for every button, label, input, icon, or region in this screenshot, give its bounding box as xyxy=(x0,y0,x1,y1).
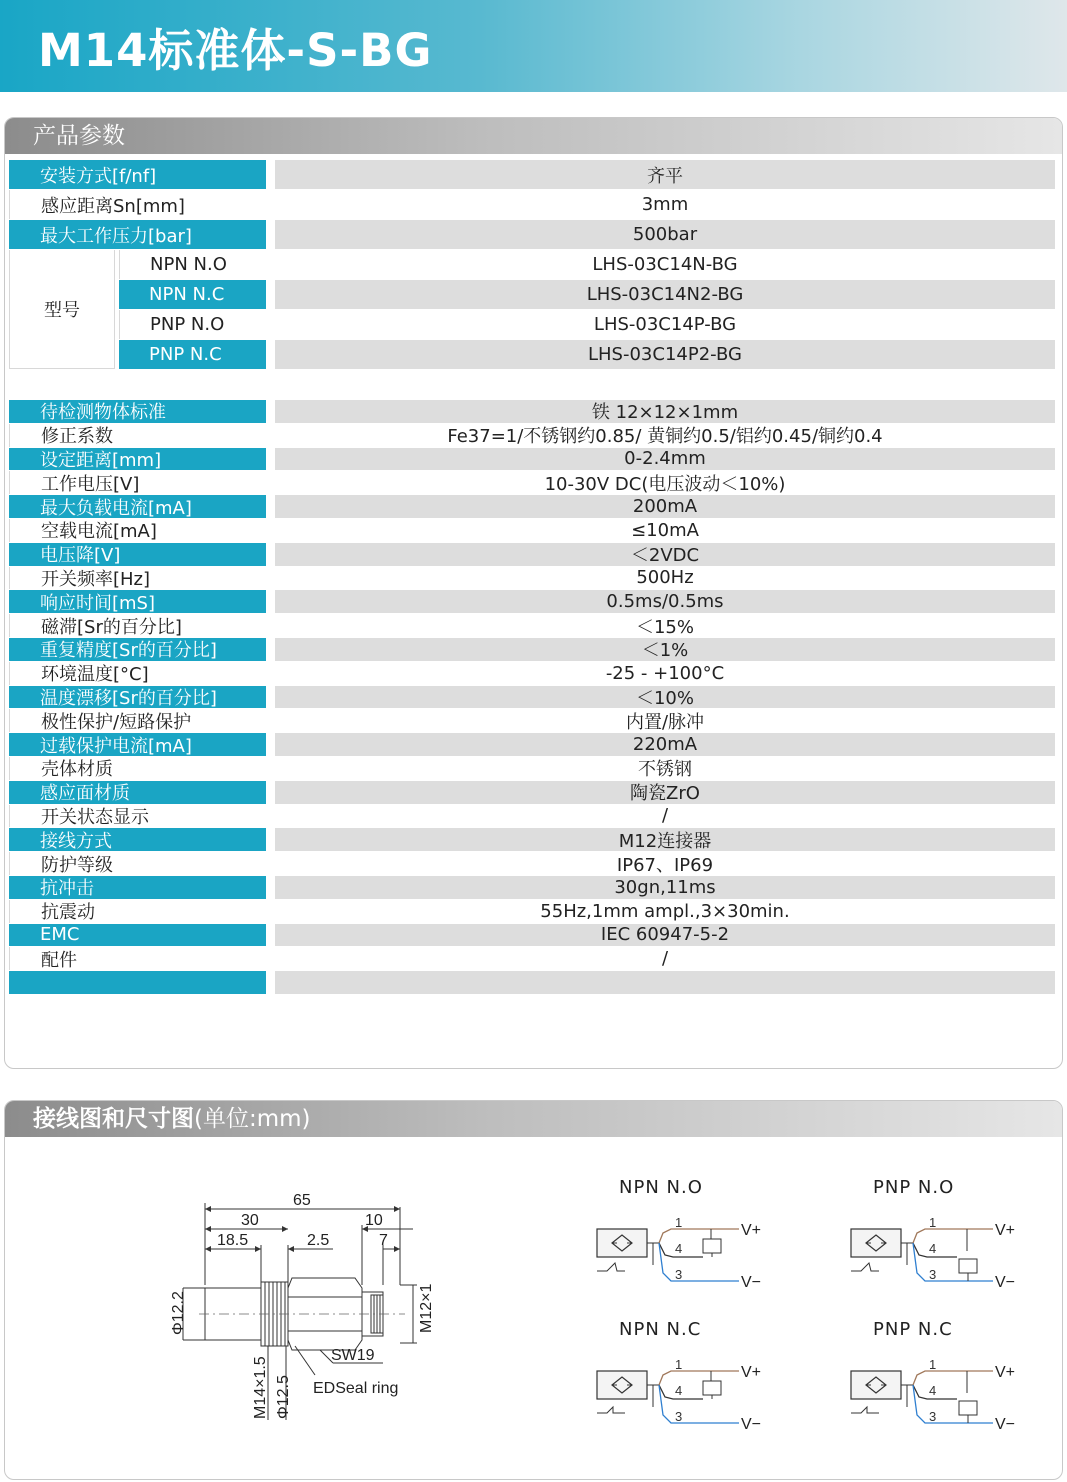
dim-30: 30 xyxy=(241,1212,259,1229)
wire-brown xyxy=(913,1371,993,1385)
spec-value: 500Hz xyxy=(275,567,1055,590)
sensor-icon xyxy=(597,1371,647,1399)
wiring-diagram xyxy=(847,1345,1047,1445)
model-value: LHS-03C14N-BG xyxy=(275,250,1055,279)
spec-label xyxy=(9,971,266,994)
spec-row xyxy=(9,876,1059,899)
spec-label: 温度漂移[Sr的百分比] xyxy=(9,686,266,709)
wiring-title: PNP N.C xyxy=(873,1319,953,1340)
model-type: NPN N.O xyxy=(119,250,266,279)
spec-value: ＜15% xyxy=(275,614,1055,637)
spec-row xyxy=(9,424,1059,447)
param-value: 3mm xyxy=(275,190,1055,219)
spec-row xyxy=(9,709,1059,732)
dim-m14: M14×1.5 xyxy=(252,1356,269,1419)
spec-row xyxy=(9,543,1059,566)
model-type: NPN N.C xyxy=(119,280,266,309)
spec-value xyxy=(275,971,1055,994)
model-row xyxy=(9,250,1059,279)
param-row xyxy=(9,160,1059,189)
dim-seal-ring: EDSeal ring xyxy=(313,1380,399,1397)
sensor-icon xyxy=(851,1229,901,1257)
spec-row xyxy=(9,471,1059,494)
params-panel-title: 产品参数 xyxy=(33,123,125,149)
spec-value: 30gn,11ms xyxy=(275,876,1055,899)
spec-row xyxy=(9,567,1059,590)
spec-label: 配件 xyxy=(9,947,266,970)
spec-label: 修正系数 xyxy=(9,424,266,447)
drawing-panel-header xyxy=(5,1101,1062,1137)
spec-row xyxy=(9,495,1059,518)
title-banner xyxy=(0,0,1067,92)
load-icon xyxy=(959,1259,977,1273)
spec-row xyxy=(9,638,1059,661)
spec-row xyxy=(9,662,1059,685)
param-value: 500bar xyxy=(275,220,1055,249)
spec-label: EMC xyxy=(9,924,266,947)
vplus-label: V+ xyxy=(995,1222,1016,1239)
spec-value: 10-30V DC(电压波动＜10%) xyxy=(275,471,1055,494)
wiring-title: PNP N.O xyxy=(873,1177,955,1198)
drawing-panel-unit: (单位:mm) xyxy=(194,1106,311,1132)
spec-value: 不锈钢 xyxy=(275,757,1055,780)
spec-value: ≤10mA xyxy=(275,519,1055,542)
spec-row xyxy=(9,400,1059,423)
spec-row xyxy=(9,971,1059,994)
spec-value: M12连接器 xyxy=(275,828,1055,851)
spec-label: 感应面材质 xyxy=(9,781,266,804)
spec-value: 55Hz,1mm ampl.,3×30min. xyxy=(275,900,1055,923)
spec-row xyxy=(9,828,1059,851)
vminus-label: V− xyxy=(741,1274,762,1291)
spec-label: 重复精度[Sr的百分比] xyxy=(9,638,266,661)
dimension-drawing xyxy=(155,1185,615,1445)
spec-row xyxy=(9,781,1059,804)
wire-blue xyxy=(659,1385,739,1423)
spec-label: 最大负载电流[mA] xyxy=(9,495,266,518)
spec-label: 开关频率[Hz] xyxy=(9,567,266,590)
spec-label: 过载保护电流[mA] xyxy=(9,733,266,756)
vplus-label: V+ xyxy=(995,1364,1016,1381)
vplus-label: V+ xyxy=(741,1222,762,1239)
spec-label: 响应时间[mS] xyxy=(9,590,266,613)
spec-row xyxy=(9,924,1059,947)
spec-row xyxy=(9,733,1059,756)
spec-value: IEC 60947-5-2 xyxy=(275,924,1055,947)
spec-label: 环境温度[°C] xyxy=(9,662,266,685)
spec-label: 工作电压[V] xyxy=(9,471,266,494)
wiring-diagram xyxy=(593,1203,793,1303)
load-icon xyxy=(703,1381,721,1395)
wire-blue xyxy=(913,1243,993,1281)
dim-2-5: 2.5 xyxy=(307,1232,330,1249)
spec-value: 陶瓷ZrO xyxy=(275,781,1055,804)
pin-1-label: 1 xyxy=(929,1357,937,1372)
spec-label: 抗冲击 xyxy=(9,876,266,899)
dim-m12: M12×1 xyxy=(418,1283,435,1333)
spec-value: 220mA xyxy=(275,733,1055,756)
spec-row xyxy=(9,947,1059,970)
spec-label: 待检测物体标准 xyxy=(9,400,266,423)
model-row xyxy=(9,280,1059,309)
dim-65: 65 xyxy=(293,1192,311,1209)
wiring-diagram xyxy=(847,1203,1047,1303)
wiring-diagram xyxy=(593,1345,793,1445)
spec-row xyxy=(9,686,1059,709)
spec-row xyxy=(9,852,1059,875)
spec-label: 开关状态显示 xyxy=(9,805,266,828)
spec-label: 壳体材质 xyxy=(9,757,266,780)
wire-blue xyxy=(659,1243,739,1281)
pin-1-label: 1 xyxy=(675,1357,683,1372)
model-value: LHS-03C14N2-BG xyxy=(275,280,1055,309)
dim-phi12-5: Φ12.5 xyxy=(275,1375,292,1419)
pin-1-label: 1 xyxy=(929,1215,937,1230)
model-value: LHS-03C14P-BG xyxy=(275,310,1055,339)
wire-blue xyxy=(913,1385,993,1423)
param-label: 感应距离Sn[mm] xyxy=(9,190,266,219)
spec-value: 0-2.4mm xyxy=(275,448,1055,471)
spec-row xyxy=(9,614,1059,637)
spec-label: 设定距离[mm] xyxy=(9,448,266,471)
model-row xyxy=(9,340,1059,369)
spec-value: IP67、IP69 xyxy=(275,852,1055,875)
pin-3-label: 3 xyxy=(675,1409,683,1424)
spec-value: ＜1% xyxy=(275,638,1055,661)
drawing-panel-title: 接线图和尺寸图 xyxy=(33,1106,194,1132)
spec-value: / xyxy=(275,805,1055,828)
params-panel-header xyxy=(5,118,1062,154)
vminus-label: V− xyxy=(995,1274,1016,1291)
spec-label: 磁滞[Sr的百分比] xyxy=(9,614,266,637)
load-icon xyxy=(703,1239,721,1253)
dim-sw19: SW19 xyxy=(331,1347,375,1364)
spec-value: 内置/脉冲 xyxy=(275,709,1055,732)
param-row xyxy=(9,220,1059,249)
params-panel xyxy=(4,117,1063,1069)
spec-row xyxy=(9,590,1059,613)
spec-label: 抗震动 xyxy=(9,900,266,923)
spec-value: 0.5ms/0.5ms xyxy=(275,590,1055,613)
model-label: 型号 xyxy=(9,250,115,369)
pin-3-label: 3 xyxy=(675,1267,683,1282)
spec-value: ＜10% xyxy=(275,686,1055,709)
spec-value: ＜2VDC xyxy=(275,543,1055,566)
spec-value: 200mA xyxy=(275,495,1055,518)
sensor-icon xyxy=(597,1229,647,1257)
spec-value: / xyxy=(275,947,1055,970)
spec-label: 接线方式 xyxy=(9,828,266,851)
load-icon xyxy=(959,1401,977,1415)
dim-7: 7 xyxy=(379,1232,388,1249)
pin-4-label: 4 xyxy=(929,1241,937,1256)
spec-label: 空载电流[mA] xyxy=(9,519,266,542)
spec-label: 电压降[V] xyxy=(9,543,266,566)
dim-18-5: 18.5 xyxy=(217,1232,249,1249)
page-title: M14标准体-S-BG xyxy=(38,24,433,77)
wire-brown xyxy=(913,1229,993,1243)
param-label: 安装方式[f/nf] xyxy=(9,160,266,189)
vplus-label: V+ xyxy=(741,1364,762,1381)
spec-label: 极性保护/短路保护 xyxy=(9,709,266,732)
model-type: PNP N.C xyxy=(119,340,266,369)
dim-phi12-2: Φ12.2 xyxy=(170,1291,187,1335)
model-row xyxy=(9,310,1059,339)
param-row xyxy=(9,190,1059,219)
spec-value: -25 - +100°C xyxy=(275,662,1055,685)
drawing-panel xyxy=(4,1100,1063,1480)
wire-brown xyxy=(659,1229,739,1243)
pin-1-label: 1 xyxy=(675,1215,683,1230)
param-value: 齐平 xyxy=(275,160,1055,189)
spec-label: 防护等级 xyxy=(9,852,266,875)
model-value: LHS-03C14P2-BG xyxy=(275,340,1055,369)
dim-10: 10 xyxy=(365,1212,383,1229)
spec-row xyxy=(9,448,1059,471)
vminus-label: V− xyxy=(741,1416,762,1433)
pin-4-label: 4 xyxy=(675,1383,683,1398)
model-type: PNP N.O xyxy=(119,310,266,339)
wiring-title: NPN N.C xyxy=(619,1319,702,1340)
pin-3-label: 3 xyxy=(929,1267,937,1282)
spec-row xyxy=(9,757,1059,780)
param-label: 最大工作压力[bar] xyxy=(9,220,266,249)
spec-value: 铁 12×12×1mm xyxy=(275,400,1055,423)
wire-brown xyxy=(659,1371,739,1385)
wiring-title: NPN N.O xyxy=(619,1177,703,1198)
spec-row xyxy=(9,900,1059,923)
spec-value: Fe37=1/不锈钢约0.85/ 黄铜约0.5/铝约0.45/铜约0.4 xyxy=(275,424,1055,447)
spec-row xyxy=(9,519,1059,542)
pin-3-label: 3 xyxy=(929,1409,937,1424)
pin-4-label: 4 xyxy=(675,1241,683,1256)
sensor-icon xyxy=(851,1371,901,1399)
pin-4-label: 4 xyxy=(929,1383,937,1398)
vminus-label: V− xyxy=(995,1416,1016,1433)
spec-row xyxy=(9,805,1059,828)
